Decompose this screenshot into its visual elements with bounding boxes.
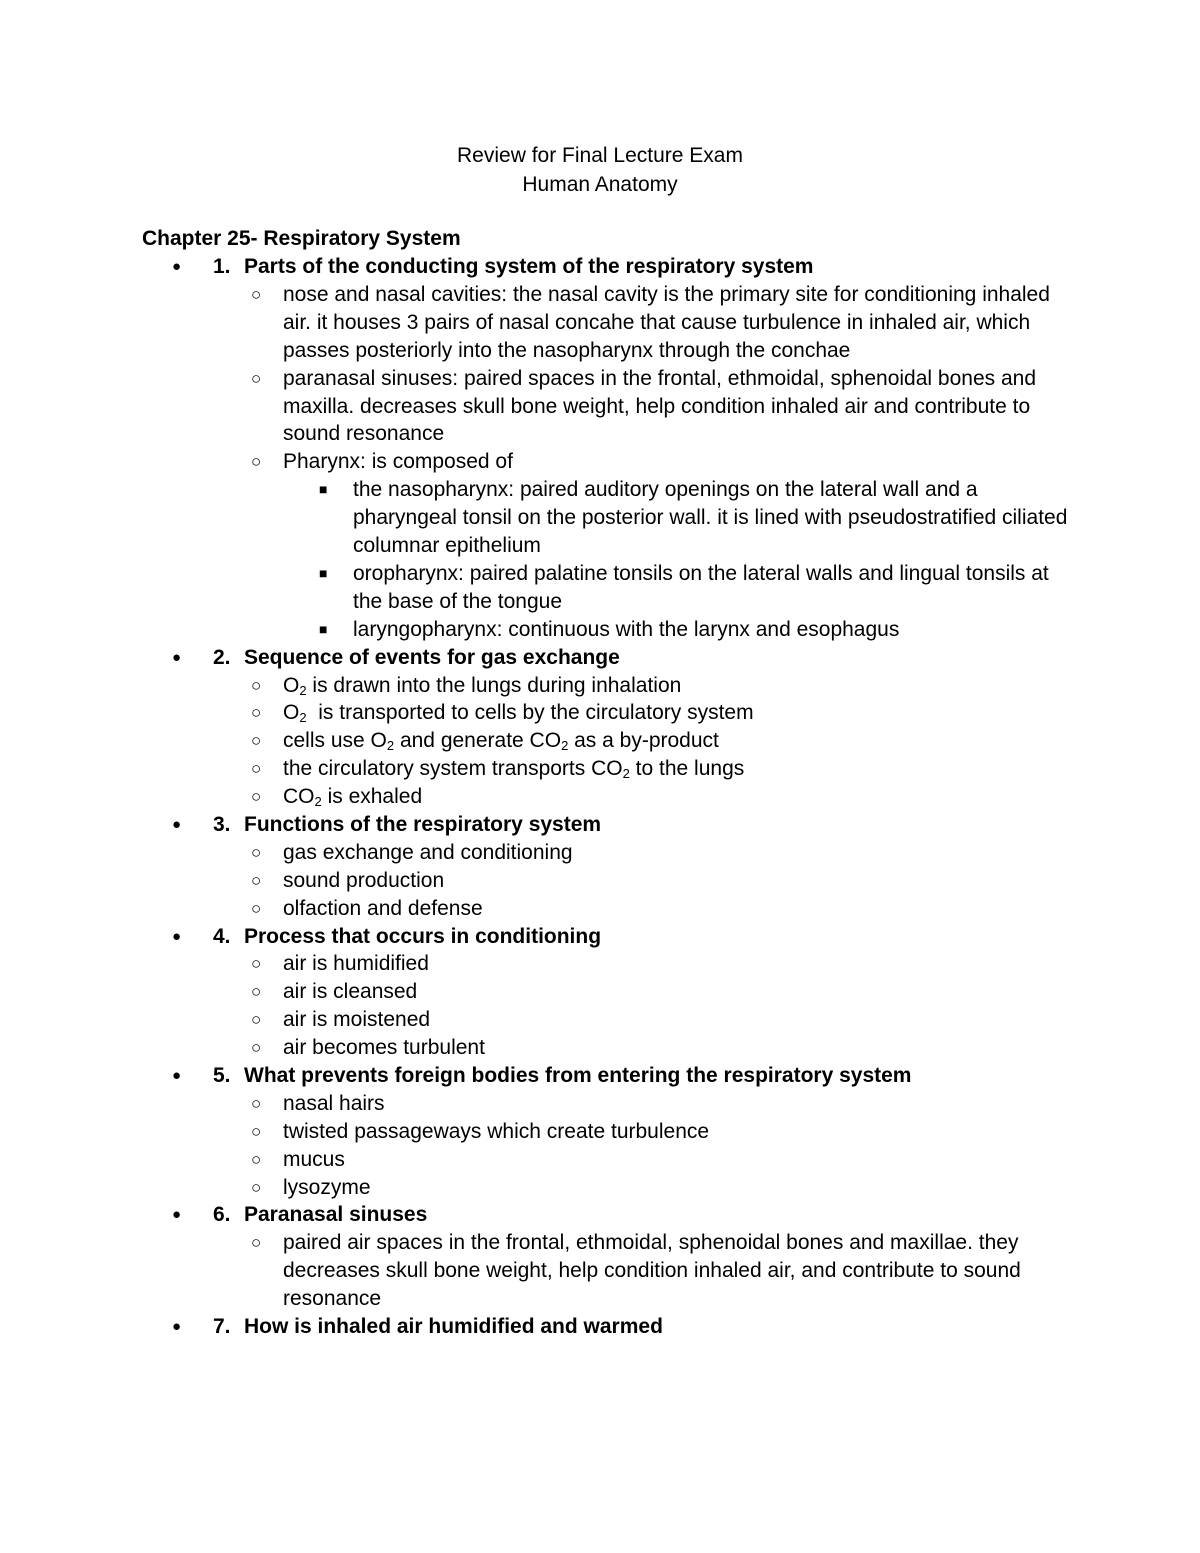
list-item-text: mucus [283,1147,345,1171]
list-item-text: lysozyme [283,1175,371,1199]
section-number: 6. [213,1203,231,1227]
title-block [0,141,1200,199]
outline-content [0,253,1200,1341]
section-heading-5 [0,1062,1200,1090]
sub-list-item [0,616,1200,644]
chapter-heading: Chapter 25- Respiratory System [142,227,461,250]
list-item [0,1006,1200,1034]
section-number: 7. [213,1315,231,1339]
section-heading-1 [0,253,1200,281]
list-item [0,755,1200,783]
list-item [0,365,1200,449]
list-item [0,1146,1200,1174]
list-item-text: $CO_2$ is exhaled [283,785,423,810]
section-title: Sequence of events for gas exchange [244,645,620,669]
circle-bullet-icon: ○ [251,1010,262,1030]
list-item-text: sound production [283,868,445,892]
sub-list-item [0,476,1200,560]
list-item-text: air is humidified [283,952,429,976]
circle-bullet-icon: ○ [251,1233,262,1253]
section-number: 5. [213,1064,231,1088]
disc-bullet-icon: ● [172,1067,182,1085]
disc-bullet-icon: ● [172,816,182,834]
disc-bullet-icon: ● [172,1206,182,1224]
list-item-text: Pharynx: is composed of [283,450,513,474]
circle-bullet-icon: ○ [251,898,262,918]
circle-bullet-icon: ○ [251,1177,262,1197]
section-heading-7 [0,1313,1200,1341]
list-item [0,699,1200,727]
circle-bullet-icon: ○ [251,982,262,1002]
list-item-text: twisted passageways which create turbulence [283,1119,710,1143]
list-item-text: $O_2$ is transported to cells by the circulatory system [283,701,754,726]
document-subtitle: Human Anatomy [522,173,678,196]
circle-bullet-icon: ○ [251,759,262,779]
section-number: 1. [213,255,231,278]
circle-bullet-icon: ○ [251,954,262,974]
section-heading-3 [0,811,1200,839]
list-item [0,1034,1200,1062]
list-item [0,1229,1200,1313]
square-bullet-icon: ■ [319,564,328,581]
list-item-text: gas exchange and conditioning [283,840,573,864]
section-heading-2 [0,644,1200,672]
disc-bullet-icon: ● [172,648,182,666]
sub-list-item-text: laryngopharynx: continuous with the larynx and esophagus [353,617,900,641]
circle-bullet-icon: ○ [251,731,262,751]
circle-bullet-icon: ○ [251,842,262,862]
section-number: 3. [213,813,231,837]
sub-list-item [0,560,1200,616]
circle-bullet-icon: ○ [251,787,262,807]
circle-bullet-icon: ○ [251,284,262,304]
section-number: 4. [213,924,231,948]
list-item [0,448,1200,476]
list-item [0,978,1200,1006]
circle-bullet-icon: ○ [251,675,262,695]
list-item-text: $O_2$ is drawn into the lungs during inhalation [283,673,682,698]
section-title: Paranasal sinuses [244,1203,428,1227]
circle-bullet-icon: ○ [251,1093,262,1113]
sub-list-item-text: the nasopharynx: paired auditory openings on the lateral wall and a pharyngeal tonsil on the posterior wall. it is lined with pseudostratified ciliated columnar epithelium [353,478,1068,558]
section-title: How is inhaled air humidified and warmed [244,1315,663,1339]
list-item-text: air is cleansed [283,980,418,1004]
section-heading-4 [0,923,1200,951]
list-item-text: olfaction and defense [283,896,483,920]
section-title: Functions of the respiratory system [244,813,602,837]
list-item-text: nose and nasal cavities: the nasal cavity is the primary site for conditioning inhaled air. it houses 3 pairs of nasal concahe that cause turbulence in inhaled air, which passes posteriorly into the nasopharynx through the conchae [283,282,1050,362]
list-item [0,281,1200,365]
disc-bullet-icon: ● [172,1318,182,1336]
circle-bullet-icon: ○ [251,703,262,723]
list-item-text: air is moistened [283,1008,431,1032]
list-item [0,1174,1200,1202]
disc-bullet-icon: ● [172,258,182,275]
list-item-text: paranasal sinuses: paired spaces in the frontal, ethmoidal, sphenoidal bones and maxilla. decreases skull bone weight, help condition inhaled air and contribute to sound resonance [283,366,1036,446]
list-item [0,672,1200,700]
list-item-text: paired air spaces in the frontal, ethmoidal, sphenoidal bones and maxillae. they decreases skull bone weight, help condition inhaled air, and contribute to sound resonance [283,1231,1021,1311]
list-item-text: nasal hairs [283,1091,385,1115]
section-heading-6 [0,1201,1200,1229]
list-item [0,1118,1200,1146]
circle-bullet-icon: ○ [251,870,262,890]
section-title: Process that occurs in conditioning [244,924,602,948]
section-title: What prevents foreign bodies from entering the respiratory system [244,1064,912,1088]
list-item [0,727,1200,755]
document-title: Review for Final Lecture Exam [457,144,743,167]
list-item [0,895,1200,923]
circle-bullet-icon: ○ [251,368,262,388]
circle-bullet-icon: ○ [251,1038,262,1058]
list-item [0,839,1200,867]
section-number: 2. [213,645,231,669]
section-title: Parts of the conducting system of the respiratory system [244,255,814,278]
list-item [0,783,1200,811]
circle-bullet-icon: ○ [251,1149,262,1169]
list-item [0,950,1200,978]
square-bullet-icon: ■ [319,481,328,498]
disc-bullet-icon: ● [172,927,182,945]
list-item [0,1090,1200,1118]
sub-list-item-text: oropharynx: paired palatine tonsils on the lateral walls and lingual tonsils at the base of the tongue [353,561,1049,613]
square-bullet-icon: ■ [319,620,328,637]
list-item [0,867,1200,895]
list-item-text: cells use $O_2$ and generate $CO_2$ as a by-product [283,729,719,754]
list-item-text: the circulatory system transports $CO_2$ to the lungs [283,757,745,782]
circle-bullet-icon: ○ [251,1121,262,1141]
list-item-text: air becomes turbulent [283,1036,485,1060]
circle-bullet-icon: ○ [251,452,262,472]
